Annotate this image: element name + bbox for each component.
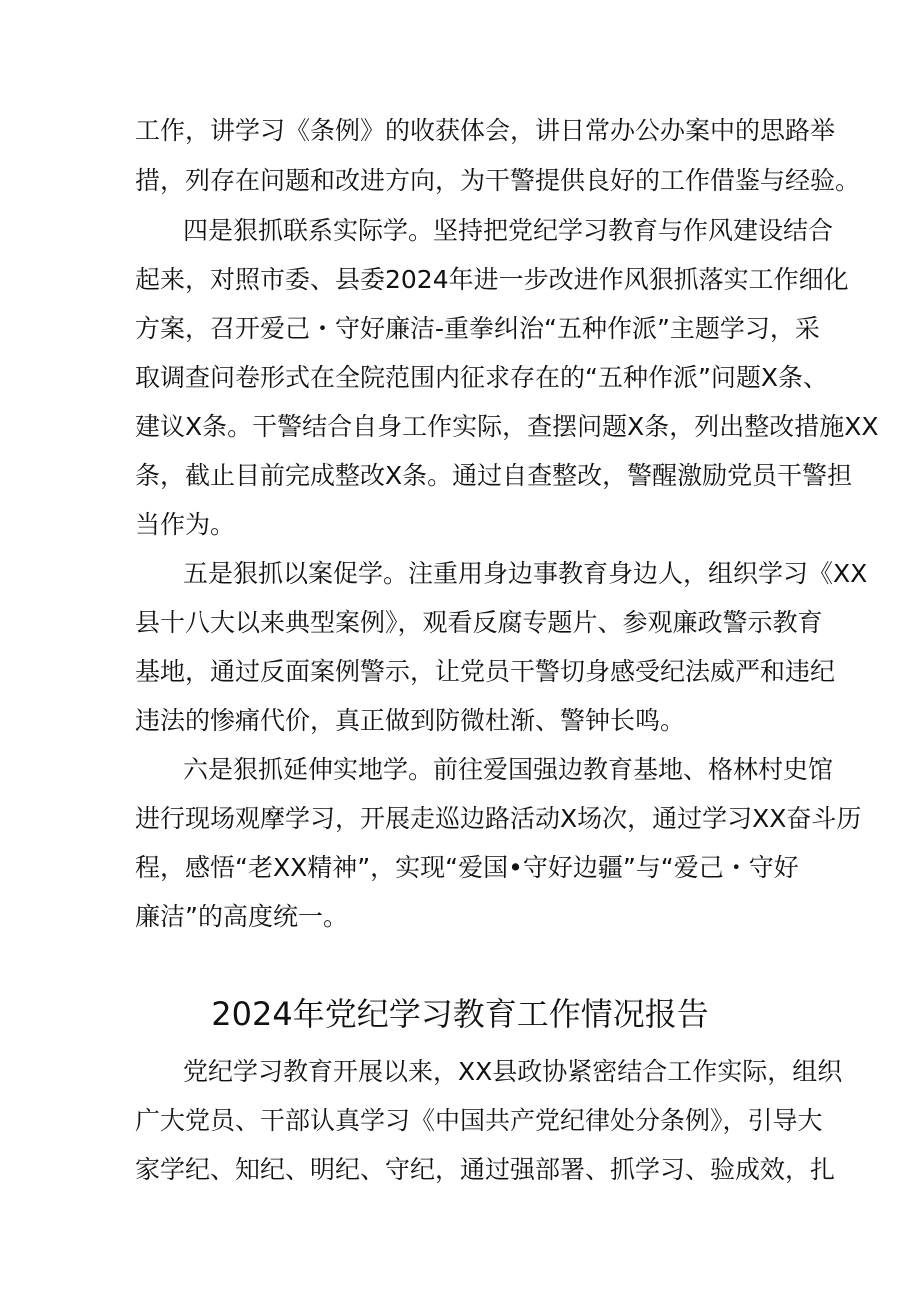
body-line-end: 当作为。 [135,510,236,539]
body-line: 广大党员、干部认真学习《中国共产党纪律处分条例》，引导大 [135,1106,823,1135]
body-line-end: 廉洁”的高度统一。 [135,902,348,931]
body-line: 条，截止目前完成整改X条。通过自查整改，警醒激励党员干警担 [135,461,853,490]
body-line: 措，列存在问题和改进方向，为干警提供良好的工作借鉴与经验。 [135,166,861,195]
body-line: 进行现场观摩学习，开展走巡边路活动X场次，通过学习XX奋斗历 [135,804,862,833]
paragraph-5-start: 五是狠抓以案促学。注重用身边事教育身边人，组织学习《XX [183,559,868,588]
body-line: 建议X条。干警结合自身工作实际，查摆问题X条，列出整改措施XX [135,412,879,441]
body-line: 取调查问卷形式在全院范围内征求存在的“五种作派”问题X条、 [135,363,829,392]
body-line: 基地，通过反面案例警示，让党员干警切身感受纪法威严和违纪 [135,657,836,686]
body-line: 工作，讲学习《条例》的收获体会，讲日常办公办案中的思路举 [135,116,836,145]
body-line: 程，感悟“老XX精神”，实现“爱国•守好边疆”与“爱己・守好 [135,853,799,882]
body-line: 起来，对照市委、县委2024年进一步改进作风狠抓落实工作细化 [135,265,849,294]
body-line: 方案，召开爱己・守好廉洁-重拳纠治“五种作派”主题学习，采 [135,314,820,343]
paragraph-4-start: 四是狠抓联系实际学。坚持把党纪学习教育与作风建设结合 [183,216,834,245]
report-title: 2024年党纪学习教育工作情况报告 [211,995,709,1033]
body-line: 家学纪、知纪、明纪、守纪，通过强部署、抓学习、验成效，扎 [135,1155,836,1184]
paragraph-6-start: 六是狠抓延伸实地学。前往爱国强边教育基地、格林村史馆 [183,755,834,784]
report-paragraph-start: 党纪学习教育开展以来，XX县政协紧密结合工作实际，组织 [183,1057,843,1086]
body-line-end: 违法的惨痛代价，真正做到防微杜渐、警钟长鸣。 [135,706,686,735]
body-line: 县十八大以来典型案例》，观看反腐专题片、参观廉政警示教育 [135,608,823,637]
